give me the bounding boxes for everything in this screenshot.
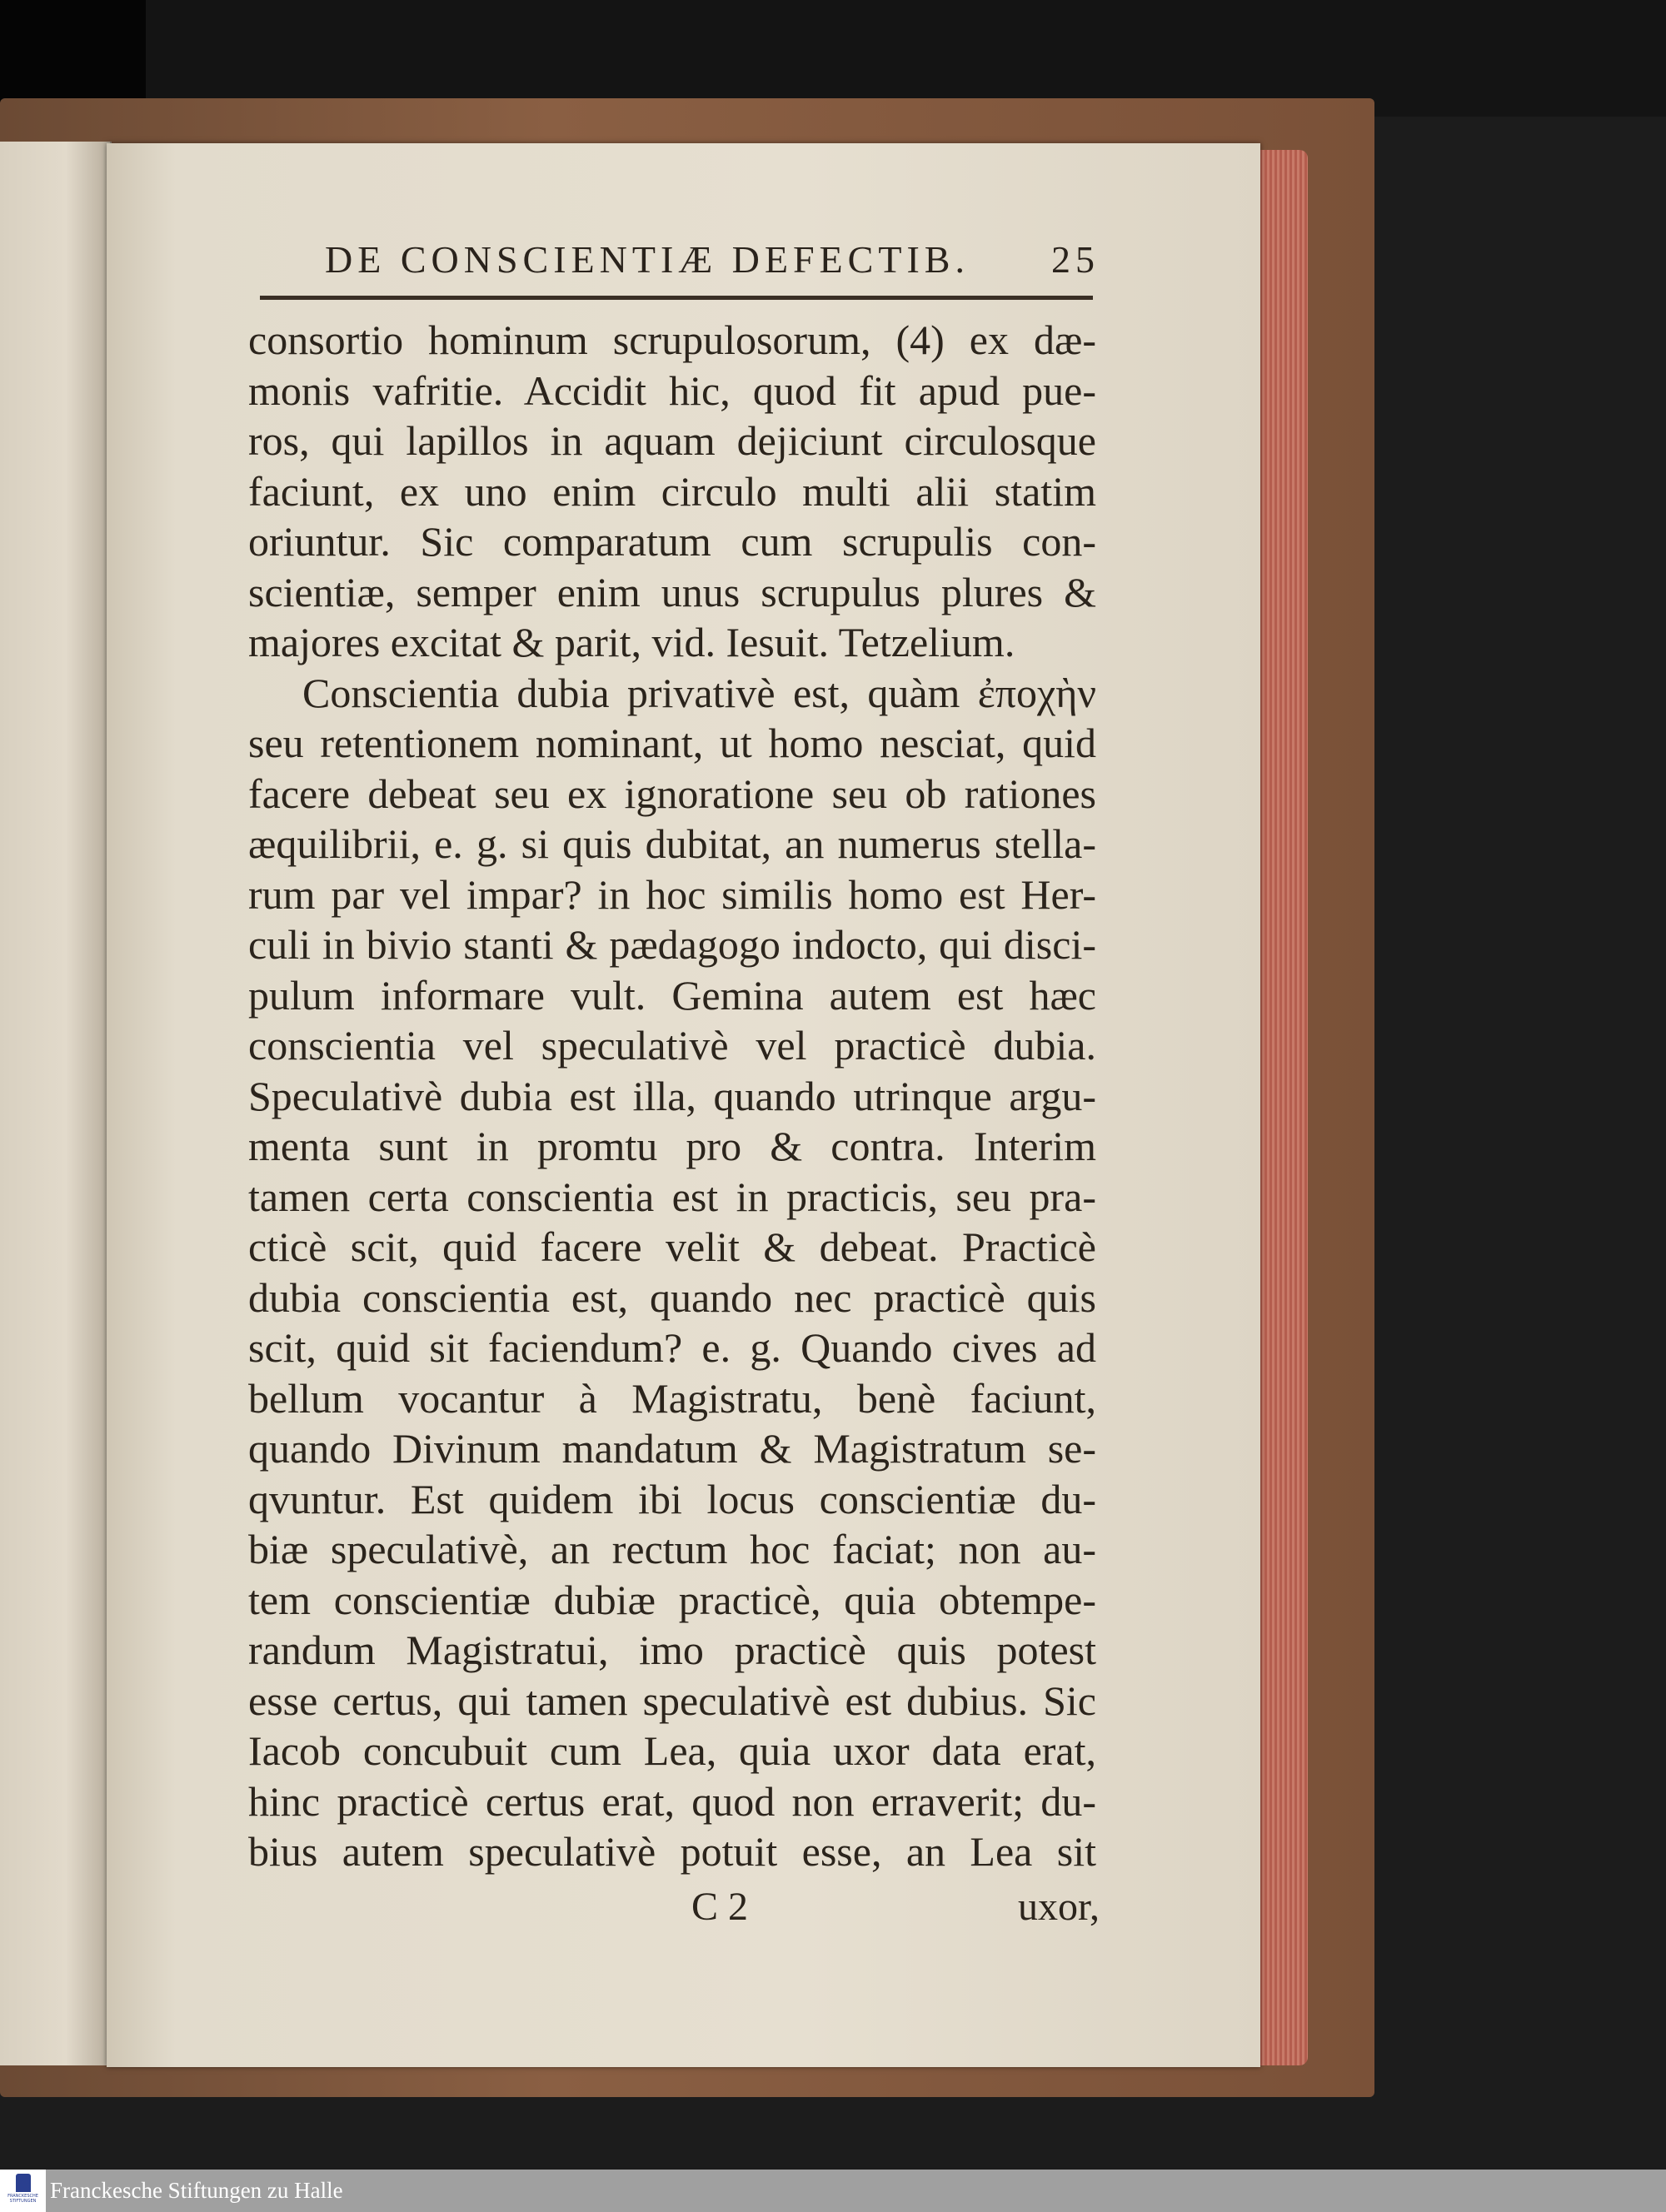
text-line: menta sunt in promtu pro & contra. Interim xyxy=(248,1123,1096,1169)
text-line: facere debeat seu ex ignoratione seu ob rationes xyxy=(248,770,1096,817)
text-line: faciunt, ex uno enim circulo multi alii statim xyxy=(248,467,1096,515)
text-line: cticè scit, quid facere velit & debeat. Practicè xyxy=(248,1223,1096,1270)
text-line: Conscientia dubia privativè est, quàm ἐποχὴν xyxy=(302,669,1096,716)
institution-logo[interactable] xyxy=(0,2170,46,2212)
running-head-title: DE CONSCIENTIÆ DEFECTIB. xyxy=(325,238,970,281)
catchword: uxor, xyxy=(1017,1885,1100,1929)
text-line: ros, qui lapillos in aquam dejiciunt circulosque xyxy=(248,417,1096,464)
text-line: pulum informare vult. Gemina autem est hæc xyxy=(248,971,1096,1019)
text-line: Speculativè dubia est illa, quando utrinque argu- xyxy=(248,1072,1096,1119)
text-line: rum par vel impar? in hoc similis homo est Her- xyxy=(248,870,1096,918)
text-line: conscientia vel speculativè vel practicè dubia. xyxy=(248,1022,1096,1069)
footer-bar xyxy=(0,2170,1666,2212)
signature-mark: C 2 xyxy=(691,1885,749,1929)
text-line: quando Divinum mandatum & Magistratum se- xyxy=(248,1425,1096,1472)
page-number: 25 xyxy=(1051,238,1100,281)
text-line: esse certus, qui tamen speculativè est dubius. Sic xyxy=(248,1676,1096,1724)
text-line: bellum vocantur à Magistratu, benè faciunt, xyxy=(248,1374,1096,1422)
text-line: consortio hominum scrupulosorum, (4) ex dæ- xyxy=(248,316,1096,363)
text-line: majores excitat & parit, vid. Iesuit. Tetzelium. xyxy=(248,619,1015,665)
text-line: æquilibrii, e. g. si quis dubitat, an numerus stella- xyxy=(248,820,1096,867)
text-line: culi in bivio stanti & pædagogo indocto, qui disci- xyxy=(248,921,1096,968)
running-header xyxy=(325,237,1100,281)
text-line: randum Magistratui, imo practicè quis potest xyxy=(248,1627,1096,1673)
institution-name: Franckesche Stiftungen zu Halle xyxy=(50,2178,343,2203)
text-line: hinc practicè certus erat, quod non erraverit; du- xyxy=(248,1777,1096,1825)
header-rule xyxy=(260,296,1093,300)
text-line: scientiæ, semper enim unus scrupulus plures & xyxy=(248,568,1096,615)
text-line: bius autem speculativè potuit esse, an Lea sit xyxy=(248,1828,1096,1875)
text-line: tem conscientiæ dubiæ practicè, quia obtempe- xyxy=(248,1576,1096,1623)
logo-text: FRANCKESCHE STIFTUNGEN xyxy=(7,2194,38,2204)
page-foot xyxy=(691,1884,1100,1930)
text-line: seu retentionem nominant, ut homo nesciat, quid xyxy=(248,720,1096,766)
text-line: dubia conscientia est, quando nec practicè quis xyxy=(248,1273,1096,1321)
text-line: biæ speculativè, an rectum hoc faciat; non au- xyxy=(248,1526,1096,1572)
text-line: scit, quid sit faciendum? e. g. Quando cives ad xyxy=(248,1324,1096,1371)
text-line: tamen certa conscientia est in practicis, seu pra- xyxy=(248,1173,1096,1220)
left-page xyxy=(0,142,112,2065)
text-line: monis vafritie. Accidit hic, quod fit apud pue- xyxy=(248,366,1096,414)
body-text xyxy=(248,315,1096,1877)
text-line: Iacob concubuit cum Lea, quia uxor data erat, xyxy=(248,1727,1096,1774)
text-line: oriuntur. Sic comparatum cum scrupulis con- xyxy=(248,518,1096,565)
text-line: qvuntur. Est quidem ibi locus conscientiæ du- xyxy=(248,1475,1096,1522)
logo-figure-icon xyxy=(16,2174,31,2192)
